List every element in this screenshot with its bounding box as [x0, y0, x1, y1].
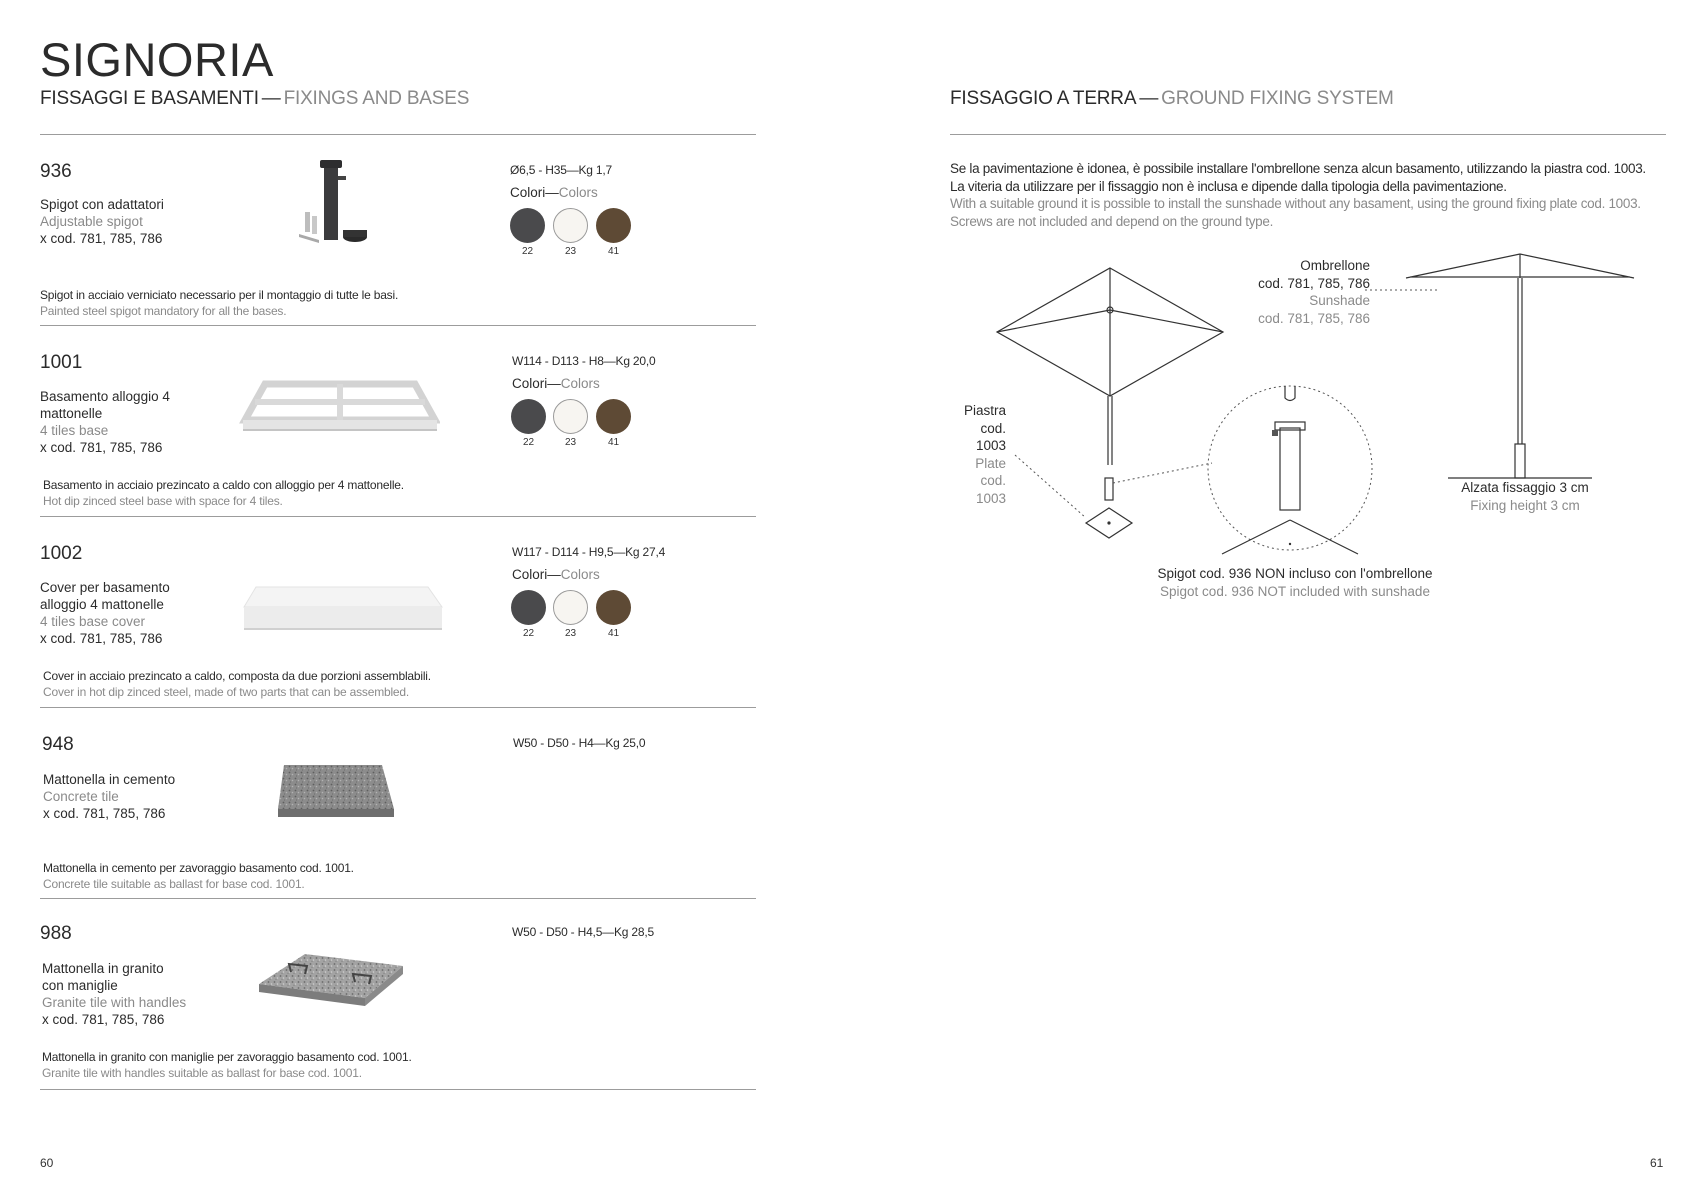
plate-label-en: 1003: [975, 490, 1006, 506]
desc-it: Spigot in acciaio verniciato necessario per il montaggio di tutte le basi.: [40, 288, 399, 302]
plate-label-line: Piastra: [963, 403, 1006, 418]
colors-label-sep: —: [547, 567, 561, 582]
color-swatch-41: [596, 399, 631, 434]
sunshade-label-en: cod. 781, 785, 786: [1258, 310, 1370, 326]
swatch-code: 41: [607, 246, 620, 257]
concrete-tile-image: [270, 759, 400, 825]
zoom-detail: [1208, 386, 1372, 554]
name-line: Cover per basamento: [40, 580, 170, 595]
colors-label: [510, 185, 598, 200]
product-description: [42, 1049, 412, 1081]
for-codes: x cod. 781, 785, 786: [40, 231, 163, 246]
colors-label-sep: —: [547, 376, 561, 391]
product-name: [40, 388, 190, 456]
product-spec: W114 - D113 - H8—Kg 20,0: [512, 354, 656, 368]
page-number-left: 60: [40, 1156, 54, 1170]
page-number-right: 61: [1650, 1156, 1664, 1170]
right-title-it: FISSAGGIO A TERRA: [950, 88, 1137, 109]
plate-label-line: 1003: [975, 438, 1006, 453]
sunshade-label: [1180, 257, 1370, 327]
product-code: 1002: [40, 543, 83, 564]
color-swatch-41: [596, 590, 631, 625]
product-description: [43, 860, 354, 892]
product-1002: [0, 516, 760, 707]
colors-label: [512, 567, 600, 582]
desc-en: Hot dip zinced steel base with space for 4 tiles.: [43, 494, 283, 508]
colors-label-it: Colori: [512, 567, 548, 582]
desc-en: Concrete tile suitable as ballast for base cod. 1001.: [43, 877, 305, 891]
desc-en: Granite tile with handles suitable as ballast for base cod. 1001.: [42, 1066, 362, 1080]
right-header-divider: [950, 134, 1666, 135]
name-line: mattonelle: [40, 406, 103, 421]
right-title-sep: —: [1139, 88, 1159, 109]
product-code: 988: [40, 923, 72, 944]
colors-label-en: Colors: [560, 567, 600, 582]
for-codes: x cod. 781, 785, 786: [40, 631, 163, 646]
product-name: [42, 960, 192, 1028]
swatch-code: 22: [522, 628, 535, 639]
sunshade-label-en: Sunshade: [1309, 293, 1370, 308]
name-line: Spigot con adattatori: [40, 197, 164, 212]
product-spec: W50 - D50 - H4,5—Kg 28,5: [512, 925, 654, 939]
name-en-line: 4 tiles base: [40, 423, 109, 438]
name-line: Mattonella in cemento: [43, 772, 176, 787]
product-948: [0, 707, 760, 898]
left-section-title: [40, 88, 469, 110]
color-swatch-23: [553, 208, 588, 243]
product-code: 948: [42, 734, 74, 755]
spigot-note: [1110, 565, 1480, 600]
product-description: [43, 668, 431, 700]
swatch-code: 22: [521, 246, 534, 257]
product-name: [40, 196, 190, 247]
cover-1002-image: [240, 581, 445, 643]
sunshade-label-line: cod. 781, 785, 786: [1258, 275, 1370, 291]
name-line: Mattonella in granito: [42, 961, 164, 976]
left-title-en: FIXINGS AND BASES: [283, 88, 470, 109]
name-line: Basamento alloggio 4: [40, 389, 170, 404]
colors-label-en: Colors: [560, 376, 600, 391]
swatch-code: 41: [607, 628, 620, 639]
product-description: [40, 287, 398, 319]
right-title-en: GROUND FIXING SYSTEM: [1161, 88, 1394, 109]
name-en-line: 4 tiles base cover: [40, 614, 146, 629]
product-936: [0, 134, 760, 325]
intro-it-2: La viteria da utilizzare per il fissaggio non è inclusa e dipende dalla tipologia della pavimentazione.: [950, 178, 1507, 194]
product-code: 936: [40, 161, 72, 182]
product-spec: W50 - D50 - H4—Kg 25,0: [513, 736, 646, 750]
desc-it: Basamento in acciaio prezincato a caldo con alloggio per 4 mattonelle.: [43, 478, 404, 492]
spigot-image: [285, 154, 395, 259]
base-1001-image: [235, 380, 440, 450]
left-title-sep: —: [261, 88, 281, 109]
color-swatch-22: [510, 208, 545, 243]
product-description: [43, 477, 404, 509]
product-spec: W117 - D114 - H9,5—Kg 27,4: [512, 545, 666, 559]
fixing-height-label: [1420, 479, 1630, 514]
desc-it: Cover in acciaio prezincato a caldo, composta da due porzioni assemblabili.: [43, 669, 431, 683]
color-swatch-22: [511, 590, 546, 625]
swatch-code: 41: [607, 437, 620, 448]
color-swatch-23: [553, 590, 588, 625]
name-en-line: Concrete tile: [43, 789, 119, 804]
product-1001: [0, 325, 760, 516]
left-title-it: FISSAGGI E BASAMENTI: [40, 88, 259, 109]
sunshade-label-line: Ombrellone: [1300, 258, 1370, 273]
brand-title: SIGNORIA: [40, 33, 274, 86]
swatch-code: 23: [564, 437, 577, 448]
product-988: [0, 898, 760, 1089]
colors-label-en: Colors: [558, 185, 598, 200]
plate-label-en: Plate: [975, 455, 1006, 471]
plate-label-en: cod.: [980, 473, 1006, 488]
spigot-note-it: Spigot cod. 936 NON incluso con l'ombrellone: [1157, 566, 1433, 581]
right-section-title: [950, 88, 1394, 110]
plate-label: [950, 402, 1006, 507]
color-swatch-41: [596, 208, 631, 243]
zoom-leader: [1113, 463, 1212, 483]
product-spec: Ø6,5 - H35—Kg 1,7: [510, 163, 612, 177]
desc-en: Cover in hot dip zinced steel, made of two parts that can be assembled.: [43, 685, 410, 699]
umbrella-side-drawing: [1406, 254, 1634, 478]
fixing-height-en: Fixing height 3 cm: [1470, 497, 1580, 513]
product-divider: [40, 1089, 756, 1090]
color-swatch-23: [553, 399, 588, 434]
intro-it-1: Se la pavimentazione è idonea, è possibile installare l'ombrellone senza alcun basamento, utilizzando la piastra cod. 1003.: [950, 161, 1646, 176]
desc-en: Painted steel spigot mandatory for all the bases.: [40, 304, 287, 318]
plate-label-line: cod.: [980, 420, 1006, 436]
for-codes: x cod. 781, 785, 786: [43, 806, 166, 821]
granite-tile-image: [255, 950, 410, 1018]
product-code: 1001: [40, 352, 83, 373]
swatch-code: 22: [522, 437, 535, 448]
for-codes: x cod. 781, 785, 786: [42, 1012, 165, 1027]
name-en-line: Adjustable spigot: [40, 214, 143, 229]
fixing-height-it: Alzata fissaggio 3 cm: [1461, 480, 1589, 495]
colors-label: [512, 376, 600, 391]
spigot-note-en: Spigot cod. 936 NOT included with sunshade: [1160, 583, 1430, 599]
swatch-code: 23: [564, 628, 577, 639]
color-swatch-22: [511, 399, 546, 434]
colors-label-it: Colori: [512, 376, 548, 391]
plate-leader: [1015, 455, 1086, 518]
name-line: con maniglie: [42, 978, 118, 993]
intro-en-1: With a suitable ground it is possible to install the sunshade without any basament, using the ground fixing plate cod. 1003.: [950, 196, 1641, 211]
colors-label-it: Colori: [510, 185, 546, 200]
intro-text: [950, 160, 1670, 230]
product-name: [43, 771, 193, 822]
name-line: alloggio 4 mattonelle: [40, 597, 164, 612]
desc-it: Mattonella in granito con maniglie per zavoraggio basamento cod. 1001.: [42, 1050, 412, 1064]
name-en-line: Granite tile with handles: [42, 995, 187, 1010]
for-codes: x cod. 781, 785, 786: [40, 440, 163, 455]
colors-label-sep: —: [545, 185, 559, 200]
desc-it: Mattonella in cemento per zavoraggio basamento cod. 1001.: [43, 861, 354, 875]
product-name: [40, 579, 190, 647]
intro-en-2: Screws are not included and depend on the ground type.: [950, 213, 1274, 229]
swatch-code: 23: [564, 246, 577, 257]
